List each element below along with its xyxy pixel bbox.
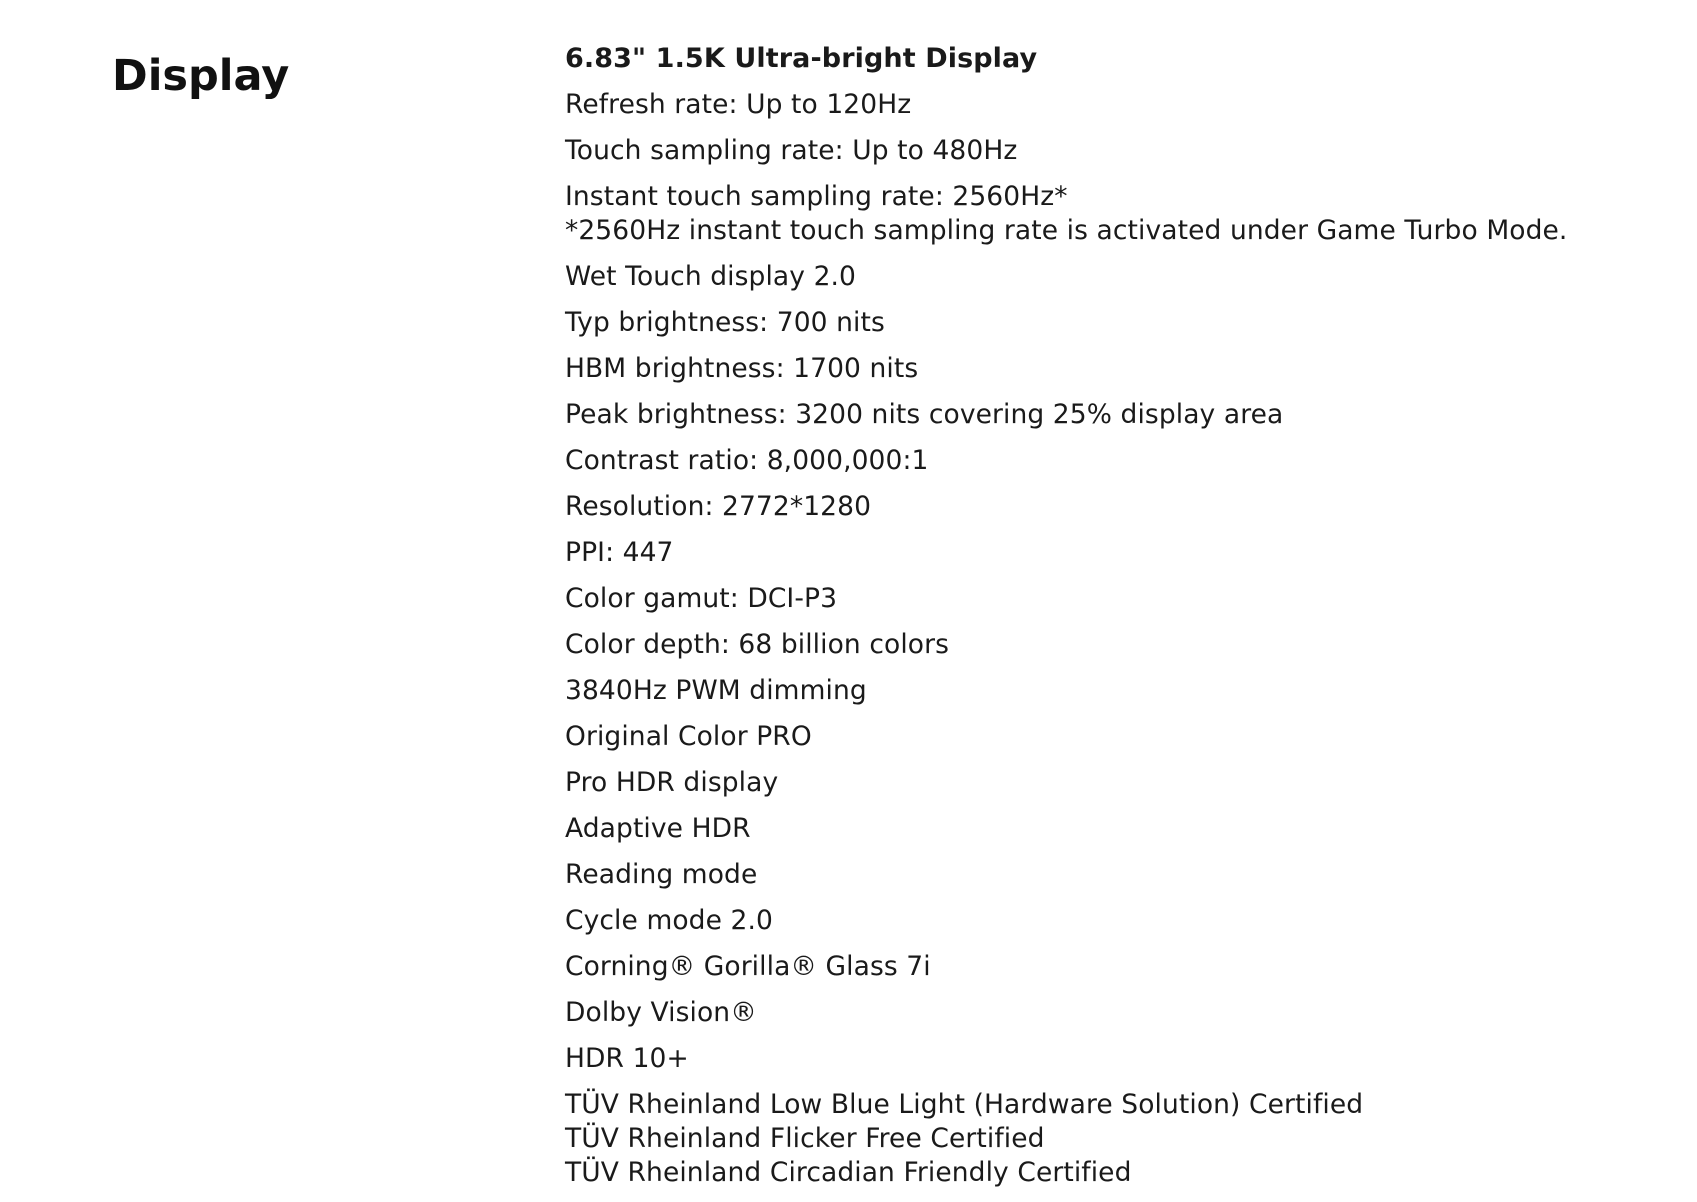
spec-cycle-mode: Cycle mode 2.0: [565, 905, 773, 936]
spec-tuv-low-blue-light: TÜV Rheinland Low Blue Light (Hardware Solution) Certified: [565, 1089, 1364, 1120]
spec-list: [565, 42, 1675, 1202]
spec-tuv-flicker-free: TÜV Rheinland Flicker Free Certified: [565, 1123, 1045, 1154]
spec-tuv-circadian: TÜV Rheinland Circadian Friendly Certified: [565, 1157, 1132, 1188]
spec-tuv-certifications: [565, 1088, 1675, 1190]
spec-color-depth: Color depth: 68 billion colors: [565, 629, 950, 660]
spec-ppi: PPI: 447: [565, 537, 674, 568]
spec-original-color: Original Color PRO: [565, 721, 812, 752]
section-title: Display: [112, 51, 290, 101]
spec-reading-mode: Reading mode: [565, 859, 758, 890]
spec-adaptive-hdr: Adaptive HDR: [565, 813, 751, 844]
spec-typ-brightness: Typ brightness: 700 nits: [565, 307, 885, 338]
spec-glass: Corning® Gorilla® Glass 7i: [565, 951, 931, 982]
display-headline: 6.83" 1.5K Ultra-bright Display: [565, 43, 1038, 74]
spec-contrast-ratio: Contrast ratio: 8,000,000:1: [565, 445, 929, 476]
spec-wet-touch: Wet Touch display 2.0: [565, 261, 857, 292]
spec-pro-hdr: Pro HDR display: [565, 767, 779, 798]
spec-instant-touch-note: *2560Hz instant touch sampling rate is activated under Game Turbo Mode.: [565, 215, 1568, 246]
spec-color-gamut: Color gamut: DCI-P3: [565, 583, 838, 614]
spec-refresh-rate: Refresh rate: Up to 120Hz: [565, 89, 912, 120]
spec-dolby-vision: Dolby Vision®: [565, 997, 757, 1028]
spec-hbm-brightness: HBM brightness: 1700 nits: [565, 353, 919, 384]
spec-instant-touch-rate: Instant touch sampling rate: 2560Hz*: [565, 181, 1068, 212]
spec-instant-touch: [565, 180, 1675, 248]
spec-pwm-dimming: 3840Hz PWM dimming: [565, 675, 867, 706]
spec-peak-brightness: Peak brightness: 3200 nits covering 25% display area: [565, 399, 1284, 430]
spec-touch-sampling-rate: Touch sampling rate: Up to 480Hz: [565, 135, 1018, 166]
spec-resolution: Resolution: 2772*1280: [565, 491, 872, 522]
spec-hdr10-plus: HDR 10+: [565, 1043, 689, 1074]
